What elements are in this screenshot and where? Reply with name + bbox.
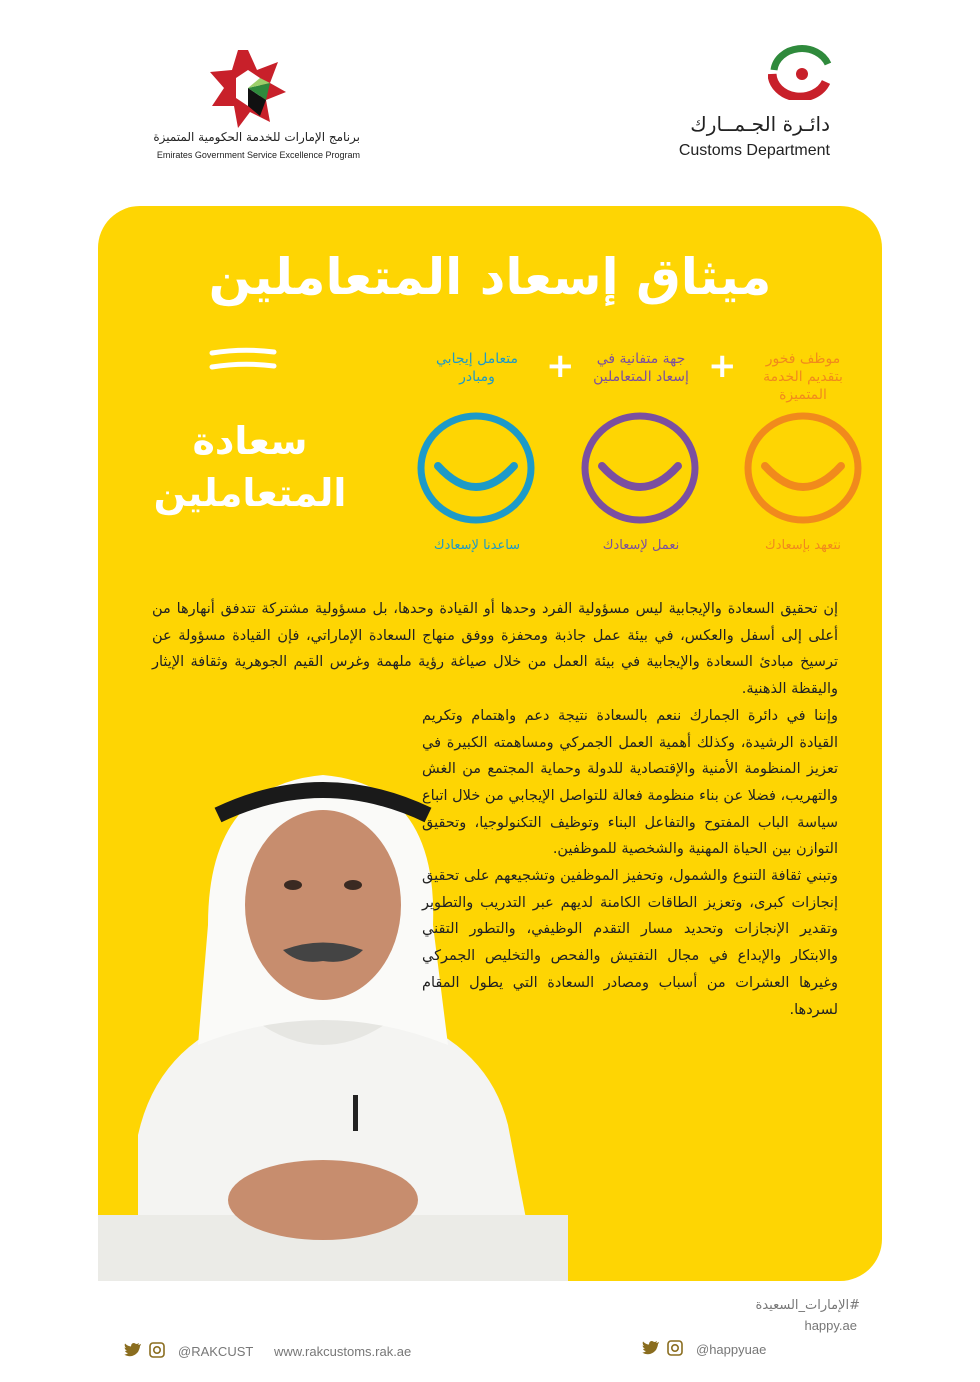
happyuae-handle[interactable]: @happyuae — [696, 1342, 767, 1357]
paragraph-1: إن تحقيق السعادة والإيجابية ليس مسؤولية الفرد وحدها أو القيادة وحدها، بل مسؤولية مشتركة تتدفق أنهارها من أعلى إلى أسفل والعكس، في بيئة عمل جاذبة ومحفزة ووفق منهاج السعادة الإماراتي، فإن القيادة مسؤولة عن ترسيخ مبادئ السعادة والإيجابية في بيئة العمل من خلال صياغة رؤية ملهمة وغرس القيم الجوهرية وثقافة الإيثار واليقظة الذهنية. — [152, 601, 838, 698]
smiley-blue-icon — [416, 408, 536, 528]
customer-label-line2: ومبادر — [459, 369, 495, 385]
paragraph-3: وتبني ثقافة التنوع والشمول، وتحفيز الموظفين وتشجيعهم على تحقيق إنجازات كبرى، وتعزيز الطاقات الكامنة لديهم عبر التدريب والتطوير وتقدير الإنجازات وتحديد مسار التقدم الوظيفي، والتطور التقني والابتكار والإبداع في مجال التفتيش والفحص والتخليص الجمركي وغيرها العشرات من أسباب ومصادر السعادة التي يطول المقام لسردها. — [422, 868, 838, 1018]
department-name-ar: دائـرة الجـمــارك — [690, 112, 830, 136]
customer-happiness-result — [120, 415, 380, 519]
pledge-entity: نعمل لإسعادك — [602, 538, 680, 553]
instagram-icon[interactable] — [148, 1342, 166, 1358]
twitter-icon-happy[interactable] — [642, 1340, 660, 1356]
pledge-customer: ساعدنا لإسعادك — [433, 538, 521, 553]
department-name-en: Customs Department — [678, 142, 830, 159]
column-label-employee — [738, 350, 868, 404]
pledge-employee: نتعهد بإسعادك — [765, 538, 841, 553]
employee-label-line1: موظف فخور — [765, 351, 841, 367]
happy-website[interactable]: happy.ae — [804, 1318, 857, 1333]
rakcustoms-website[interactable]: www.rakcustoms.rak.ae — [274, 1344, 412, 1359]
column-label-entity — [576, 350, 706, 386]
twitter-icon[interactable] — [124, 1342, 142, 1358]
smiley-orange-icon — [743, 408, 863, 528]
instagram-icon-happy[interactable] — [666, 1340, 684, 1356]
entity-label-line2: إسعاد المتعاملين — [593, 369, 689, 385]
program-name-en: Emirates Government Service Excellence Program — [156, 150, 360, 160]
emirates-program-logo — [208, 48, 288, 128]
plus-sign-2: + — [546, 346, 575, 386]
paragraph-2: وإننا في دائرة الجمارك ننعم بالسعادة نتيجة دعم واهتمام وتكريم القيادة الرشيدة، وكذلك أهمية العمل الجمركي ومساهمته الكبيرة في تعزيز المنظومة الأمنية والإقتصادية للدولة وحماية المجتمع من الغش والتهريب، فضلا عن بناء منظومة فعالة للتواصل الإيجابي من خلال اتباع سياسة الباب المفتوح والتفاعل البناء وتوظيف التكنولوجيا، وتحقيق التوازن بين الحياة المهنية والشخصية للموظفين. — [422, 707, 838, 858]
customs-department-logo — [768, 44, 834, 100]
result-line2: المتعاملين — [153, 471, 347, 515]
charter-body-text — [152, 596, 838, 1023]
plus-sign-1: + — [708, 346, 737, 386]
program-name-ar: برنامج الإمارات للخدمة الحكومية المتميزة — [153, 130, 360, 144]
result-line1: سعادة — [192, 419, 308, 463]
smiley-purple-icon — [580, 408, 700, 528]
rakcust-handle[interactable]: @RAKCUST — [178, 1344, 254, 1359]
customer-label-line1: متعامل إيجابي — [436, 351, 518, 367]
column-label-customer — [412, 350, 542, 386]
equals-icon — [208, 345, 278, 375]
employee-label-line2: بتقديم الخدمة المتميزة — [763, 369, 843, 403]
hashtag-happy-uae: #الإمارات_السعيدة — [755, 1298, 860, 1313]
entity-label-line1: جهة متفانية في — [596, 351, 686, 367]
charter-title: ميثاق إسعاد المتعاملين — [208, 248, 772, 306]
